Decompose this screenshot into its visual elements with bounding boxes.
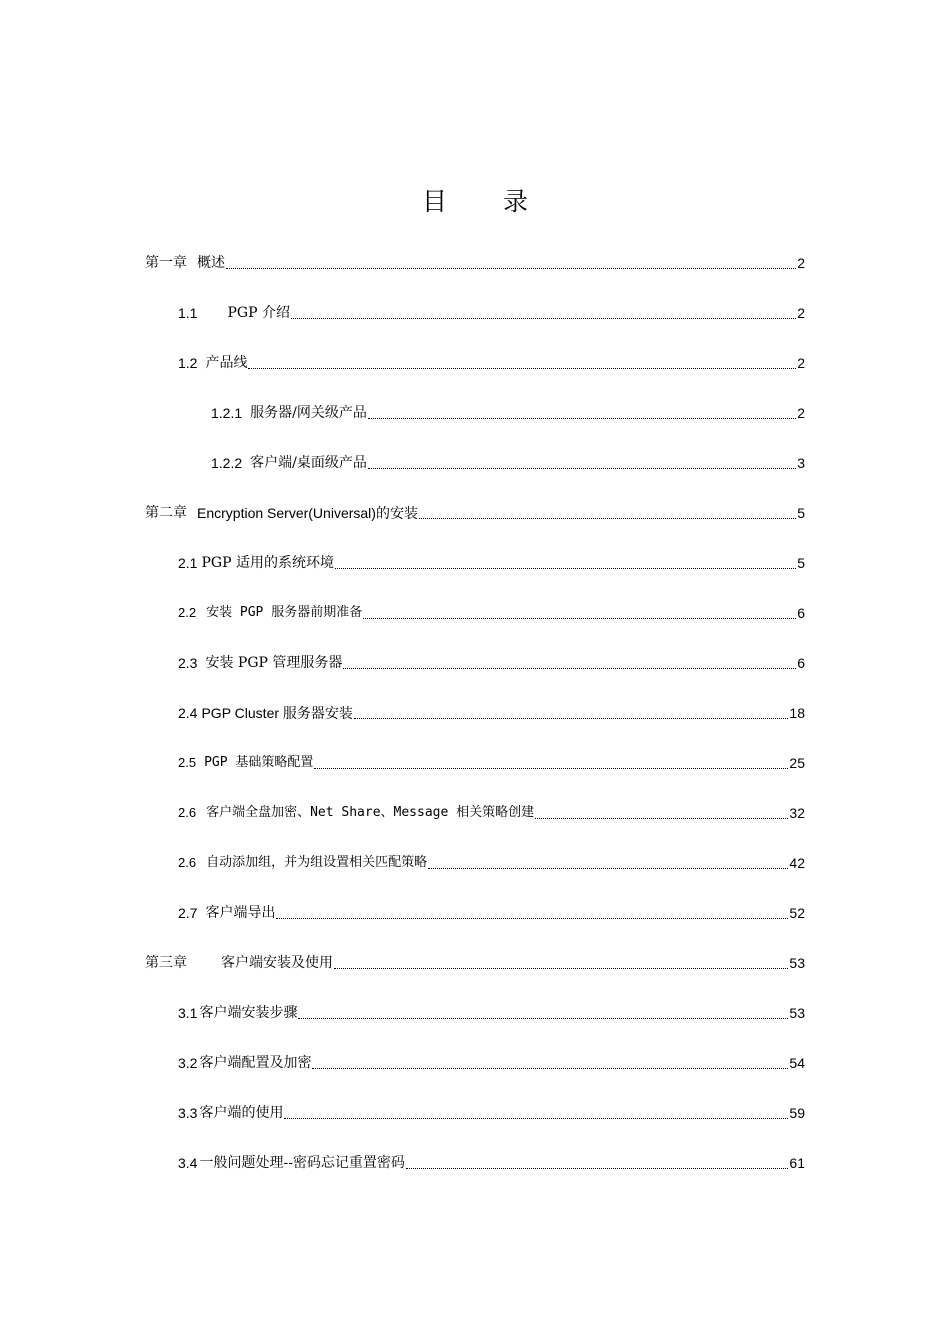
toc-entry[interactable]: [178, 346, 805, 372]
toc-entry[interactable]: [178, 546, 805, 572]
toc-entry-label: 一般问题处理--密码忘记重置密码: [199, 1155, 405, 1171]
toc-entry-number: 2.5: [178, 755, 197, 770]
toc-entry-number: 1.1: [178, 305, 198, 321]
dot-leader: [312, 1067, 788, 1069]
toc-entry-number: 第三章: [145, 955, 187, 971]
toc-title: [0, 182, 950, 218]
toc-entry-number: 2.4: [178, 705, 198, 721]
toc-entry-number: 2.3: [178, 655, 198, 671]
toc-entry-label: PGP Cluster 服务器安装: [201, 705, 353, 721]
toc-entry-label: 自动添加组，并为组设置相关匹配策略: [206, 855, 428, 870]
dot-leader: [368, 417, 796, 419]
dot-leader: [334, 967, 788, 969]
toc-entry-label: 客户端安装及使用: [221, 955, 333, 971]
toc-title-char-1: 目: [421, 187, 447, 216]
dot-leader: [343, 667, 796, 669]
toc-entry-number: 2.2: [178, 605, 197, 620]
dot-leader: [406, 1167, 788, 1169]
toc-entry-page: 25: [789, 755, 805, 771]
toc-entry-label: PGP 介绍: [227, 305, 290, 321]
toc-entry-page: 2: [797, 405, 805, 421]
toc-entry-label: 客户端全盘加密、Net Share、Message 相关策略创建: [206, 805, 535, 820]
toc-entry-label: 产品线: [205, 355, 248, 371]
dot-leader: [368, 467, 796, 469]
toc-entry[interactable]: [145, 246, 805, 272]
toc-entry-label: PGP 基础策略配置: [204, 755, 314, 770]
dot-leader: [298, 1017, 788, 1019]
toc-entry-number: 3.4: [178, 1155, 198, 1171]
toc-entry[interactable]: [178, 746, 805, 772]
toc-entry-number: 3.1: [178, 1005, 198, 1021]
dot-leader: [248, 367, 796, 369]
toc-entry-number: 第二章: [145, 505, 187, 521]
toc-entry[interactable]: [178, 696, 805, 722]
dot-leader: [284, 1117, 788, 1119]
toc-entry-page: 6: [797, 655, 805, 671]
toc-entry[interactable]: [178, 646, 805, 672]
dot-leader: [276, 917, 788, 919]
toc-entry-label: 服务器/网关级产品: [250, 405, 367, 421]
toc-entry-label: 客户端的使用: [199, 1105, 284, 1121]
toc-entry[interactable]: [178, 596, 805, 622]
dot-leader: [363, 617, 796, 619]
toc-entry-number: 3.2: [178, 1055, 198, 1071]
toc-entry[interactable]: [178, 996, 805, 1022]
toc-title-char-2: 录: [503, 187, 529, 216]
toc-entry-number: 2.7: [178, 905, 198, 921]
toc-entry-number: 2.6: [178, 855, 197, 870]
toc-entry-page: 2: [797, 355, 805, 371]
toc-entry[interactable]: [211, 446, 805, 472]
toc-entry-number: 3.3: [178, 1105, 198, 1121]
toc-entry[interactable]: [178, 296, 805, 322]
toc-entry-page: 42: [789, 855, 805, 871]
toc-entry-label: 安装 PGP 服务器前期准备: [206, 605, 363, 620]
dot-leader: [226, 267, 796, 269]
toc-entry-page: 54: [789, 1055, 805, 1071]
toc-entry-page: 32: [789, 805, 805, 821]
toc-entry[interactable]: [178, 796, 805, 822]
toc-entry-label: 客户端/桌面级产品: [250, 455, 367, 471]
dot-leader: [535, 817, 788, 819]
dot-leader: [314, 767, 788, 769]
toc-entry-number: 2.6: [178, 805, 197, 820]
toc-entry-page: 53: [789, 955, 805, 971]
toc-entry[interactable]: [178, 1096, 805, 1122]
toc-entry-label: PGP 适用的系统环境: [201, 555, 334, 571]
toc-entry[interactable]: [178, 1046, 805, 1072]
toc-entry-page: 61: [789, 1155, 805, 1171]
toc-entry[interactable]: [211, 396, 805, 422]
dot-leader: [354, 717, 789, 719]
toc-entry-label: Encryption Server(Universal)的安装: [197, 505, 418, 521]
toc-entry-number: 1.2.1: [211, 405, 243, 421]
toc-entry-number: 1.2.2: [211, 455, 243, 471]
toc-entry-page: 6: [797, 605, 805, 621]
dot-leader: [291, 317, 796, 319]
toc-entry-page: 5: [797, 505, 805, 521]
toc-entry-page: 5: [797, 555, 805, 571]
toc-entry-label: 客户端导出: [205, 905, 276, 921]
dot-leader: [428, 867, 788, 869]
toc-entry-page: 2: [797, 255, 805, 271]
dot-leader: [419, 517, 796, 519]
dot-leader: [335, 567, 796, 569]
toc-entry-number: 1.2: [178, 355, 198, 371]
toc-entry-number: 2.1: [178, 555, 198, 571]
toc-entry-page: 53: [789, 1005, 805, 1021]
toc-entry-page: 18: [789, 705, 805, 721]
toc-entry-page: 2: [797, 305, 805, 321]
toc-entry-label: 客户端配置及加密: [199, 1055, 312, 1071]
toc-entry-label: 客户端安装步骤: [199, 1005, 298, 1021]
toc-entry[interactable]: [178, 846, 805, 872]
toc-entry[interactable]: [178, 896, 805, 922]
toc-entry-page: 59: [789, 1105, 805, 1121]
toc-entry-page: 52: [789, 905, 805, 921]
toc-entry[interactable]: [145, 946, 805, 972]
toc-entry[interactable]: [145, 496, 805, 522]
toc-entry-label: 概述: [197, 255, 225, 271]
toc-entry-label: 安装 PGP 管理服务器: [205, 655, 343, 671]
toc-entry-page: 3: [797, 455, 805, 471]
toc-entry-number: 第一章: [145, 255, 187, 271]
toc-entry[interactable]: [178, 1146, 805, 1172]
